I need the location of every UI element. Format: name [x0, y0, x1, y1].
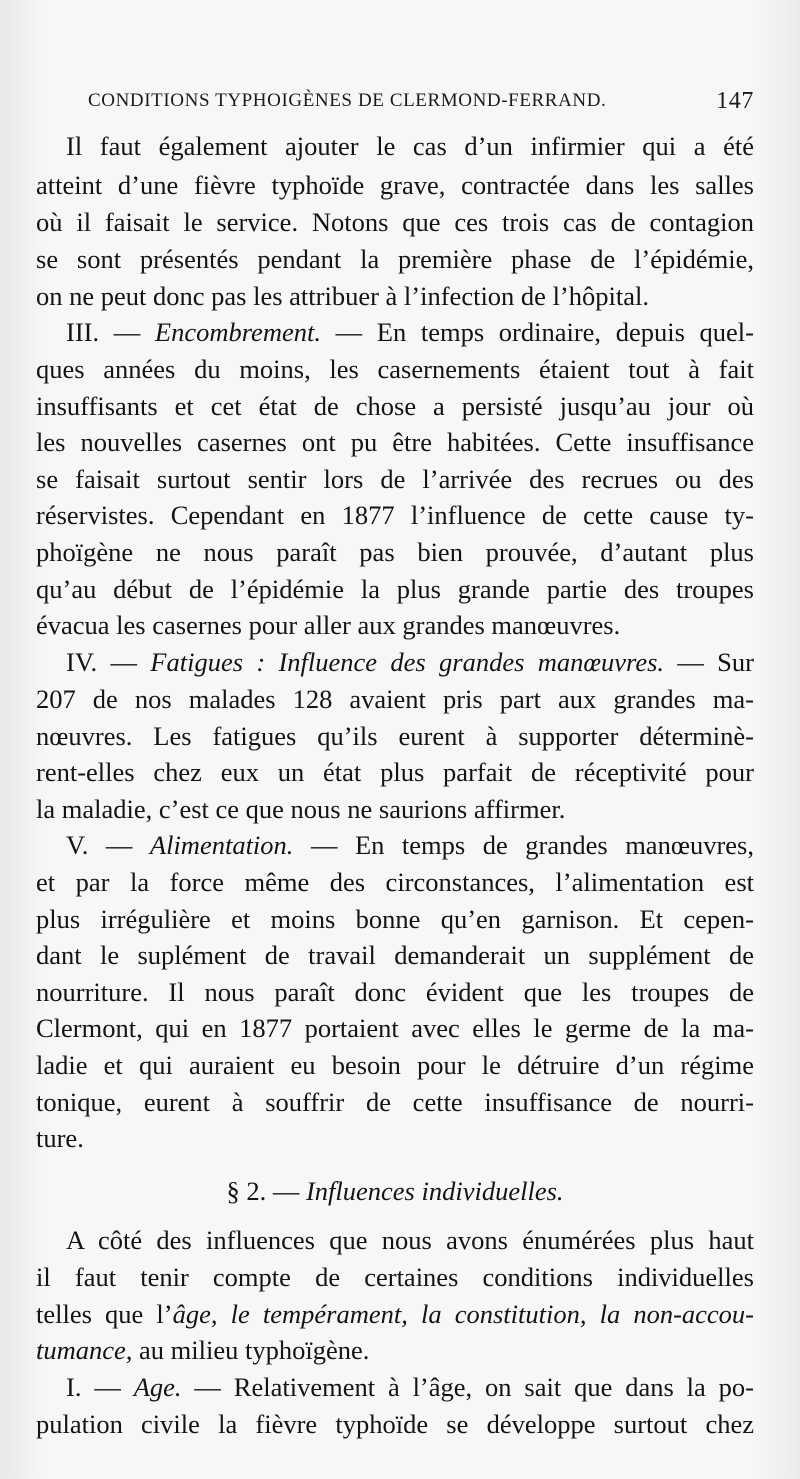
- text-run: — Sur: [664, 647, 754, 677]
- text-line: ture.: [36, 1123, 84, 1153]
- subsection-heading: [36, 1173, 754, 1209]
- section-heading-alimentation: [66, 827, 754, 863]
- section-title: Encombrement.: [154, 317, 321, 347]
- text-run: — En temps de grandes manœuvres,: [293, 830, 754, 860]
- text-line: réservistes. Cependant en 1877 l’influence de cette cause ty-: [36, 500, 754, 530]
- text-run: — En temps ordinaire, depuis quel-: [320, 317, 754, 347]
- text-line: on ne peut donc pas les attribuer à l’infection de l’hôpital.: [36, 281, 649, 311]
- text-line: phoïgène ne nous paraît pas bien prouvée, d’autant plus: [36, 537, 754, 567]
- text-line: dant le suplément de travail demanderait un supplément de: [36, 940, 754, 970]
- text-run: telles que l’: [36, 1299, 173, 1329]
- section-number: I. —: [66, 1372, 134, 1402]
- text-line: se sont présentés pendant la première phase de l’épidémie,: [36, 244, 754, 274]
- text-line: les nouvelles casernes ont pu être habitées. Cette insuffisance: [36, 427, 754, 457]
- text-line: atteint d’une fièvre typhoïde grave, contractée dans les salles: [36, 170, 754, 200]
- text-line: ladie et qui auraient eu besoin pour le détruire d’un régime: [36, 1050, 754, 1080]
- text-line: nœuvres. Les fatigues qu’ils eurent à supporter déterminè-: [36, 721, 754, 751]
- text-line: et par la force même des circonstances, l’alimentation est: [36, 867, 754, 897]
- italic-run: tumance,: [36, 1335, 133, 1365]
- text-line: insuffisants et cet état de chose a persisté jusqu’au jour où: [36, 391, 754, 421]
- subsection-title: Influences individuelles.: [305, 1176, 564, 1206]
- text-line: ques années du moins, les casernements étaient tout à fait: [36, 354, 754, 384]
- text-line: pulation civile la fièvre typhoïde se développe surtout chez: [36, 1409, 754, 1439]
- section-heading-age: [66, 1369, 754, 1405]
- page-number: 147: [716, 88, 754, 114]
- running-title: CONDITIONS TYPHOIGÈNES DE CLERMOND-FERRAND.: [88, 90, 607, 111]
- page-header: [88, 88, 754, 118]
- text-line: plus irrégulière et moins bonne qu’en garnison. Et cepen-: [36, 904, 754, 934]
- section-title: Age.: [133, 1372, 182, 1402]
- text-line: [36, 1296, 754, 1332]
- section-title: Fatigues : Influence des grandes manœuvres.: [150, 647, 665, 677]
- text-line: Il faut également ajouter le cas d’un infirmier qui a été: [66, 131, 754, 161]
- text-run: au milieu typhoïgène.: [132, 1335, 370, 1365]
- section-number: III. —: [66, 317, 155, 347]
- section-title: Alimentation.: [149, 830, 294, 860]
- text-line: nourriture. Il nous paraît donc évident que les troupes de: [36, 977, 754, 1007]
- text-line: Clermont, qui en 1877 portaient avec elles le germe de la ma-: [36, 1013, 754, 1043]
- text-line: tonique, eurent à souffrir de cette insuffisance de nourri-: [36, 1087, 754, 1117]
- section-number: V. —: [66, 830, 150, 860]
- text-line: se faisait surtout sentir lors de l’arrivée des recrues ou des: [36, 464, 754, 494]
- section-heading-fatigues: [66, 644, 754, 680]
- text-line: qu’au début de l’épidémie la plus grande partie des troupes: [36, 574, 754, 604]
- text-line: A côté des influences que nous avons énumérées plus haut: [66, 1225, 754, 1255]
- italic-run: âge, le tempérament, la constitution, la non-accou-: [172, 1299, 754, 1329]
- text-line: 207 de nos malades 128 avaient pris part aux grandes ma-: [36, 684, 754, 714]
- text-line: rent-elles chez eux un état plus parfait de réceptivité pour: [36, 757, 754, 787]
- text-line: il faut tenir compte de certaines conditions individuelles: [36, 1262, 754, 1292]
- text-line: où il faisait le service. Notons que ces trois cas de contagion: [36, 207, 754, 237]
- text-line: la maladie, c’est ce que nous ne saurions affirmer.: [36, 794, 566, 824]
- text-line: [36, 1332, 754, 1368]
- subsection-number: § 2. —: [226, 1176, 306, 1206]
- section-heading-encombrement: [66, 314, 754, 350]
- section-number: IV. —: [66, 647, 151, 677]
- text-run: — Relativement à l’âge, on sait que dans la po-: [181, 1372, 754, 1402]
- text-line: évacua les casernes pour aller aux grandes manœuvres.: [36, 610, 621, 640]
